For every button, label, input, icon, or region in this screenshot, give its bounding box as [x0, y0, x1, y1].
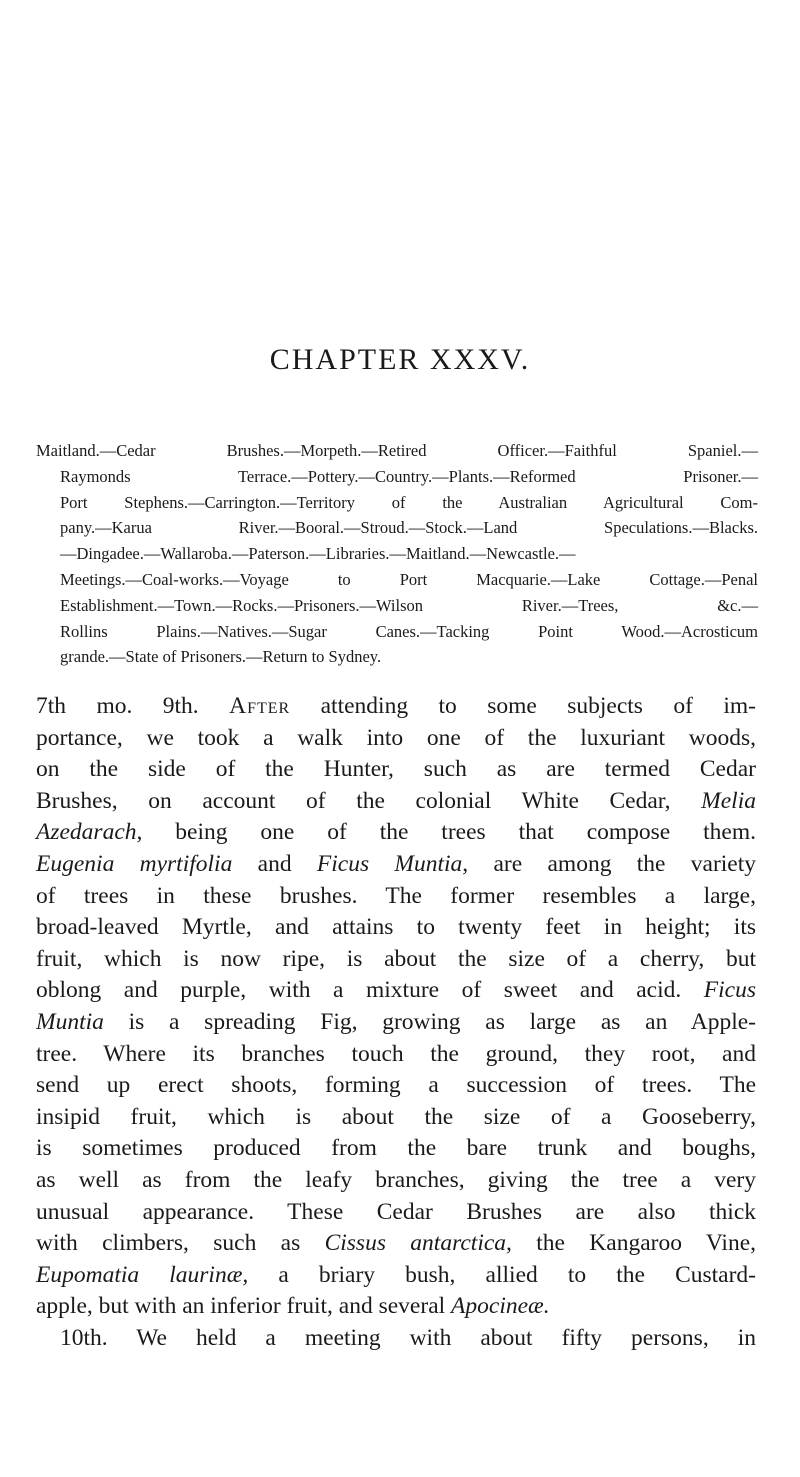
body-text-run: being one of the trees that compose them.	[175, 819, 756, 846]
body-line: send up erect shoots, forming a succession of trees. The	[36, 1072, 756, 1099]
body-line: broad-leaved Myrtle, and attains to twenty feet in height; its	[36, 914, 756, 941]
species-name: Muntia	[36, 1008, 104, 1035]
body-line: of trees in these brushes. The former resembles a large,	[36, 882, 756, 909]
species-name: Melia	[701, 787, 756, 814]
species-name: Azedarach,	[36, 819, 143, 846]
body-line: as well as from the leafy branches, giving the tree a very	[36, 1166, 756, 1193]
synopsis-line: Maitland.—Cedar Brushes.—Morpeth.—Retired Officer.—Faithful Spaniel.—	[36, 441, 758, 460]
chapter-title: CHAPTER XXXV.	[269, 343, 531, 376]
body-text	[36, 691, 756, 1354]
synopsis-line: pany.—Karua River.—Booral.—Stroud.—Stock.—Land Speculations.—Blacks.	[60, 518, 758, 538]
species-name: Cissus antarctica,	[324, 1230, 512, 1257]
body-text-run: Brushes, on account of the colonial White Cedar,	[36, 787, 671, 814]
body-line: tree. Where its branches touch the ground, they root, and	[36, 1040, 756, 1067]
body-line	[36, 1291, 756, 1323]
body-line: on the side of the Hunter, such as are termed Cedar	[36, 756, 756, 783]
synopsis-line: Port Stephens.—Carrington.—Territory of the Australian Agricultural Com-	[60, 492, 758, 512]
synopsis-line: Rollins Plains.—Natives.—Sugar Canes.—Tacking Point Wood.—Acrosticum	[60, 621, 758, 641]
body-line: portance, we took a walk into one of the luxuriant woods,	[36, 724, 756, 751]
body-line	[36, 786, 756, 818]
body-text-run: with climbers, such as	[36, 1230, 301, 1257]
species-name: Apocineæ.	[451, 1293, 550, 1320]
body-text-run: are among the variety	[493, 850, 757, 877]
body-text-run: attending to some subjects of im-	[320, 693, 756, 719]
body-line: fruit, which is now ripe, is about the size of a cherry, but	[36, 945, 756, 972]
body-line	[36, 1260, 756, 1292]
body-line	[36, 1228, 756, 1260]
small-caps-word: After	[229, 693, 291, 719]
body-line: is sometimes produced from the bare trunk and boughs,	[36, 1135, 756, 1162]
body-line: 10th. We held a meeting with about fifty persons, in	[60, 1324, 756, 1351]
species-name: Ficus	[703, 977, 757, 1004]
body-text-run: the Kangaroo Vine,	[536, 1230, 757, 1257]
synopsis-line: Establishment.—Town.—Rocks.—Prisoners.—Wilson River.—Trees, &c.—	[60, 595, 758, 615]
synopsis-line: grande.—State of Prisoners.—Return to Sydney.	[60, 647, 382, 667]
body-line: unusual appearance. These Cedar Brushes are also thick	[36, 1198, 756, 1225]
species-name: Eugenia myrtifolia	[36, 850, 233, 877]
body-line	[36, 849, 756, 881]
species-name: Ficus Muntia,	[316, 850, 469, 877]
body-line	[36, 975, 756, 1007]
body-text-run: oblong and purple, with a mixture of sweet and acid.	[36, 977, 682, 1004]
body-text-run: and	[257, 850, 292, 877]
date-text: 7th mo. 9th.	[36, 693, 199, 719]
body-text-run: apple, but with an inferior fruit, and several	[36, 1293, 446, 1320]
body-text-run: is a spreading Fig, growing as large as an Apple-	[128, 1008, 756, 1035]
body-line	[36, 691, 756, 723]
body-line	[36, 817, 756, 849]
body-text-run: a briary bush, allied to the Custard-	[278, 1261, 757, 1288]
chapter-synopsis	[36, 438, 758, 670]
species-name: Eupomatia laurinæ,	[36, 1261, 249, 1288]
body-line: insipid fruit, which is about the size of a Gooseberry,	[36, 1103, 756, 1130]
synopsis-line: Meetings.—Coal-works.—Voyage to Port Macquarie.—Lake Cottage.—Penal	[60, 569, 758, 589]
synopsis-line: —Dingadee.—Wallaroba.—Paterson.—Libraries.—Maitland.—Newcastle.—	[60, 544, 576, 564]
synopsis-line: Raymonds Terrace.—Pottery.—Country.—Plants.—Reformed Prisoner.—	[60, 466, 758, 486]
body-line	[36, 1007, 756, 1039]
